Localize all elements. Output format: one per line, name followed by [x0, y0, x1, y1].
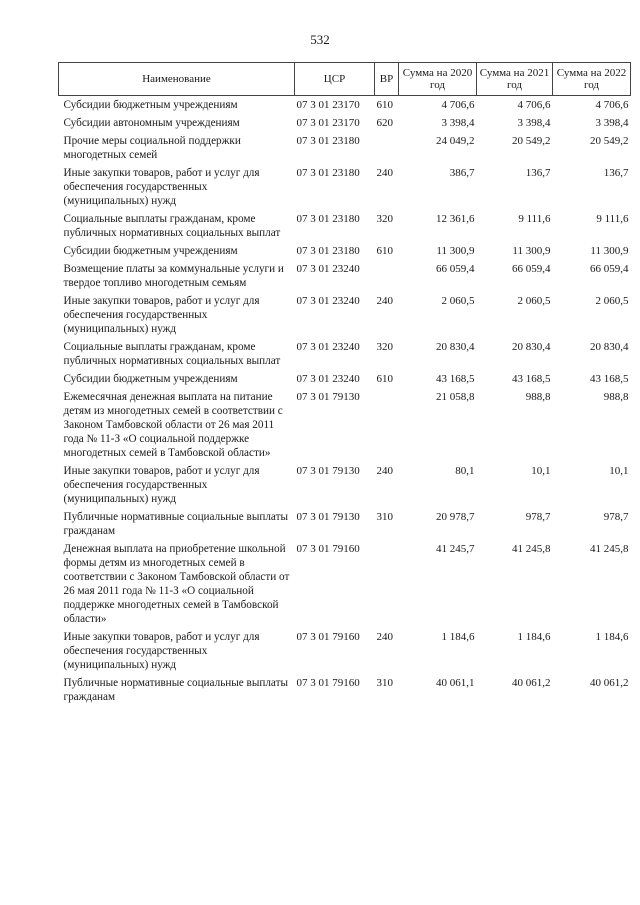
row-code-cell: 07 3 01 23240 — [296, 341, 360, 353]
row-name-cell: Возмещение платы за коммунальные услуги и твердое топливо многодетным семьям — [63, 263, 284, 289]
row-2020-cell: 66 059,4 — [436, 263, 475, 275]
row-2020-cell: 80,1 — [455, 465, 475, 477]
row-vr-cell: 610 — [376, 373, 393, 385]
row-2022-cell: 1 184,6 — [595, 631, 629, 643]
row-name-cell: Субсидии бюджетным учреждениям — [63, 245, 238, 257]
row-2020-cell: 43 168,5 — [436, 373, 475, 385]
row-vr-cell: 240 — [376, 631, 393, 643]
row-2022-cell: 978,7 — [603, 511, 629, 523]
row-code-cell: 07 3 01 79160 — [296, 677, 360, 689]
table-row — [59, 338, 631, 370]
row-2021-cell: 66 059,4 — [512, 263, 551, 275]
row-code-cell: 07 3 01 79160 — [296, 631, 360, 643]
row-2022-cell: 3 398,4 — [595, 117, 629, 129]
row-name-cell: Публичные нормативные социальные выплаты гражданам — [63, 677, 289, 703]
row-code-cell: 07 3 01 23240 — [296, 263, 360, 275]
row-2021-cell: 20 830,4 — [512, 341, 551, 353]
header-name: Наименование — [59, 63, 295, 96]
row-2021-cell: 9 111,6 — [518, 213, 551, 225]
row-name-cell: Иные закупки товаров, работ и услуг для обеспечения государственных (муниципальных) нужд — [63, 167, 260, 207]
row-2022-cell: 66 059,4 — [590, 263, 629, 275]
table-row — [59, 508, 631, 540]
row-vr-cell: 240 — [376, 465, 393, 477]
row-vr-cell — [375, 132, 399, 164]
row-2021-cell: 2 060,5 — [517, 295, 551, 307]
header-vr: ВР — [375, 63, 399, 96]
row-code-cell: 07 3 01 23180 — [296, 213, 360, 225]
table-body — [59, 96, 631, 707]
row-code-cell: 07 3 01 79130 — [296, 391, 360, 403]
row-2020-cell: 3 398,4 — [441, 117, 475, 129]
header-2020: Сумма на 2020 год — [399, 63, 477, 96]
row-vr-cell: 320 — [376, 341, 393, 353]
header-2021: Сумма на 2021 год — [477, 63, 553, 96]
row-vr-cell: 240 — [376, 295, 393, 307]
row-2021-cell: 41 245,8 — [512, 543, 551, 555]
row-2022-cell: 136,7 — [603, 167, 629, 179]
table-row — [59, 96, 631, 115]
row-name-cell: Публичные нормативные социальные выплаты гражданам — [63, 511, 289, 537]
row-2022-cell: 41 245,8 — [590, 543, 629, 555]
table-row — [59, 540, 631, 628]
row-2022-cell: 20 830,4 — [590, 341, 629, 353]
row-name-cell: Прочие меры социальной поддержки многодетных семей — [63, 135, 241, 161]
row-2020-cell: 20 978,7 — [436, 511, 475, 523]
row-2020-cell: 21 058,8 — [436, 391, 475, 403]
row-code-cell: 07 3 01 79160 — [296, 543, 360, 555]
row-name-cell: Иные закупки товаров, работ и услуг для обеспечения государственных (муниципальных) нужд — [63, 295, 260, 335]
row-vr-cell — [375, 388, 399, 462]
row-2021-cell: 20 549,2 — [512, 135, 551, 147]
table-row — [59, 242, 631, 260]
table-row — [59, 388, 631, 462]
row-2020-cell: 12 361,6 — [436, 213, 475, 225]
row-name-cell: Субсидии бюджетным учреждениям — [63, 99, 238, 111]
row-2020-cell: 41 245,7 — [436, 543, 475, 555]
budget-table — [58, 62, 631, 706]
row-2021-cell: 40 061,2 — [512, 677, 551, 689]
row-2021-cell: 43 168,5 — [512, 373, 551, 385]
header-code: ЦСР — [295, 63, 375, 96]
row-2022-cell: 43 168,5 — [590, 373, 629, 385]
row-2020-cell: 11 300,9 — [436, 245, 475, 257]
table-row — [59, 292, 631, 338]
table-row — [59, 628, 631, 674]
row-name-cell: Социальные выплаты гражданам, кроме публичных нормативных социальных выплат — [63, 341, 281, 367]
row-vr-cell: 310 — [376, 511, 393, 523]
table-header-row — [59, 63, 631, 96]
row-2021-cell: 988,8 — [525, 391, 551, 403]
row-2022-cell: 11 300,9 — [590, 245, 629, 257]
table-row — [59, 462, 631, 508]
row-vr-cell: 620 — [376, 117, 393, 129]
row-2020-cell: 386,7 — [449, 167, 475, 179]
table-row — [59, 674, 631, 706]
row-vr-cell: 240 — [376, 167, 393, 179]
row-2021-cell: 10,1 — [531, 465, 551, 477]
row-code-cell: 07 3 01 23180 — [296, 167, 360, 179]
row-2022-cell: 40 061,2 — [590, 677, 629, 689]
row-2021-cell: 1 184,6 — [517, 631, 551, 643]
row-2020-cell: 20 830,4 — [436, 341, 475, 353]
row-2020-cell: 1 184,6 — [441, 631, 475, 643]
table-row — [59, 132, 631, 164]
row-code-cell: 07 3 01 23170 — [296, 99, 360, 111]
row-2022-cell: 4 706,6 — [595, 99, 629, 111]
row-2020-cell: 24 049,2 — [436, 135, 475, 147]
row-2022-cell: 988,8 — [603, 391, 629, 403]
row-2021-cell: 11 300,9 — [512, 245, 551, 257]
table-row — [59, 260, 631, 292]
table-row — [59, 164, 631, 210]
row-vr-cell: 610 — [376, 245, 393, 257]
row-code-cell: 07 3 01 23180 — [296, 245, 360, 257]
row-vr-cell: 610 — [376, 99, 393, 111]
table-row — [59, 114, 631, 132]
row-2022-cell: 20 549,2 — [590, 135, 629, 147]
row-code-cell: 07 3 01 79130 — [296, 511, 360, 523]
header-2022: Сумма на 2022 год — [553, 63, 631, 96]
row-code-cell: 07 3 01 23180 — [296, 135, 360, 147]
row-2022-cell: 10,1 — [609, 465, 629, 477]
row-name-cell: Субсидии автономным учреждениям — [63, 117, 240, 129]
row-2021-cell: 3 398,4 — [517, 117, 551, 129]
row-code-cell: 07 3 01 23240 — [296, 295, 360, 307]
row-2022-cell: 2 060,5 — [595, 295, 629, 307]
row-2021-cell: 4 706,6 — [517, 99, 551, 111]
row-name-cell: Субсидии бюджетным учреждениям — [63, 373, 238, 385]
row-2021-cell: 978,7 — [525, 511, 551, 523]
row-name-cell: Ежемесячная денежная выплата на питание детям из многодетных семей в соответствии с Законом Тамбовской области от 26 мая 2011 года № 11-З «О социальной поддержке многодетных семей в Тамбовской области» — [63, 391, 283, 459]
row-name-cell: Денежная выплата на приобретение школьной формы детям из многодетных семей в соответствии с Законом Тамбовской области от 26 мая 2011 года № 11-З «О социальной поддержке многодетных семей в Тамбовской области» — [63, 543, 290, 625]
page-number: 532 — [310, 32, 330, 47]
row-vr-cell — [375, 540, 399, 628]
row-name-cell: Социальные выплаты гражданам, кроме публичных нормативных социальных выплат — [63, 213, 281, 239]
row-code-cell: 07 3 01 23170 — [296, 117, 360, 129]
row-vr-cell: 310 — [376, 677, 393, 689]
row-name-cell: Иные закупки товаров, работ и услуг для обеспечения государственных (муниципальных) нужд — [63, 631, 260, 671]
row-2021-cell: 136,7 — [525, 167, 551, 179]
row-2020-cell: 4 706,6 — [441, 99, 475, 111]
row-code-cell: 07 3 01 79130 — [296, 465, 360, 477]
row-code-cell: 07 3 01 23240 — [296, 373, 360, 385]
row-vr-cell — [375, 260, 399, 292]
table-row — [59, 370, 631, 388]
row-vr-cell: 320 — [376, 213, 393, 225]
table-row — [59, 210, 631, 242]
row-2020-cell: 40 061,1 — [436, 677, 475, 689]
row-name-cell: Иные закупки товаров, работ и услуг для обеспечения государственных (муниципальных) нужд — [63, 465, 260, 505]
row-2022-cell: 9 111,6 — [596, 213, 629, 225]
row-2020-cell: 2 060,5 — [441, 295, 475, 307]
